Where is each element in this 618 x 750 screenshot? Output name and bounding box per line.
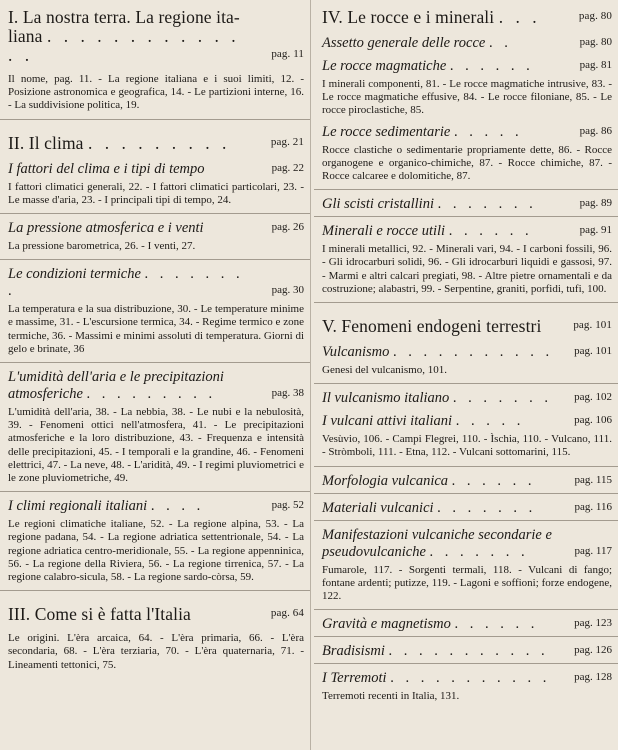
page-number: pag. 64 — [270, 607, 304, 620]
section-heading-s-umidita — [8, 369, 304, 403]
page-number: pag. 106 — [574, 414, 612, 427]
section-separator — [0, 259, 310, 260]
page-number: pag. 80 — [579, 36, 612, 48]
leader-dots: . . . . . . . . . . . . . . — [8, 26, 240, 65]
section-separator — [0, 119, 310, 120]
heading-text: Il vulcanismo italiano — [322, 390, 450, 407]
page-number: pag. 117 — [574, 544, 612, 557]
leader-dots: . . . . . — [455, 413, 525, 430]
section-summary: La pressione barometrica, 26. - I venti, 27. — [8, 240, 196, 253]
section-separator — [314, 663, 618, 664]
chapter-heading-ch1 — [8, 8, 304, 65]
page-number: pag. 115 — [574, 473, 612, 486]
heading-text: atmosferiche — [8, 386, 83, 403]
section-heading-s-fattori — [8, 161, 304, 178]
heading-text: IV. Le rocce e i minerali — [322, 7, 495, 27]
heading-text: L'umidità dell'aria e le precipitazioni — [8, 369, 224, 386]
section-summary: I minerali metallici, 92. - Minerali vari, 94. - I carboni fossili, 96. - Gli idrocarburi solidi, 96. - Gli idrocarburi liquidi e gassosi, 97. - Marmi e altri calcari pregiati, 98. - Altre pietre ornamentali e da costruzione; alabastri, 99. - Serpentine, graniti, porfidi, tufi, 100. — [322, 243, 612, 295]
heading-text: Le rocce sedimentarie — [322, 123, 451, 140]
page-number: pag. 128 — [574, 671, 612, 684]
leader-dots: . . . . . . . . . . . — [393, 344, 554, 361]
leader-dots: . . . . . . . — [429, 543, 529, 560]
leader-dots: . . . . . — [453, 123, 523, 140]
page-number: pag. 91 — [579, 224, 612, 237]
page-number: pag. 80 — [578, 10, 612, 22]
page-number: pag. 21 — [270, 135, 304, 148]
section-separator — [314, 189, 618, 190]
section-separator — [314, 466, 618, 467]
page-number: pag. 11 — [271, 48, 304, 60]
section-heading-s-morfologia — [322, 473, 612, 490]
leader-dots: . . . . . . — [448, 223, 533, 240]
section-heading-s-pressione — [8, 220, 304, 237]
leader-dots: . . . . — [150, 498, 205, 515]
page-number: pag. 126 — [574, 644, 612, 657]
section-heading-s-vulcanismo — [322, 344, 612, 361]
leader-dots: . . . . . . — [454, 616, 539, 633]
heading-text: Minerali e rocce utili — [322, 223, 446, 240]
section-heading-s-vulc-ital — [322, 390, 612, 407]
leader-dots: . . . . . . . . . . . — [390, 670, 551, 687]
section-separator — [314, 493, 618, 494]
page-number: pag. 116 — [574, 500, 612, 513]
section-heading-s-assetto — [322, 35, 612, 52]
chapter-heading-ch3 — [8, 605, 304, 624]
section-heading-s-climi — [8, 498, 304, 515]
leader-dots: . . . . . . . — [437, 196, 537, 213]
heading-text: Morfologia vulcanica — [322, 472, 449, 489]
page-number: pag. 22 — [271, 161, 304, 174]
heading-text: I vulcani attivi italiani — [322, 413, 453, 430]
section-summary: I minerali componenti, 81. - Le rocce magmatiche intrusive, 83. - Le rocce magmatiche effusive, 84. - Le rocce filoniane, 85. - Le rocce piroclastiche, 85. — [322, 78, 612, 117]
section-summary: Le origini. L'èra arcaica, 64. - L'èra primaria, 66. - L'èra secondaria, 68. - L'èra terziaria, 70. - L'èra quaternaria, 71. - Lineamenti tettonici, 75. — [8, 632, 304, 671]
heading-text: Materiali vulcanici — [322, 499, 434, 516]
page-number: pag. 30 — [271, 284, 304, 297]
chapter-heading-ch2 — [8, 134, 304, 153]
heading-text: III. Come si è fatta l'Italia — [8, 604, 191, 625]
heading-text: I fattori del clima e i tipi di tempo — [8, 160, 205, 177]
section-heading-s-termiche — [8, 266, 304, 300]
section-heading-s-bradisismi — [322, 643, 612, 660]
section-heading-s-magmatiche — [322, 58, 612, 75]
section-summary: I fattori climatici generali, 22. - I fattori climatici particolari, 23. - Le masse d'aria, 23. - I principali tipi di tempo, 24. — [8, 180, 304, 206]
leader-dots: . . . . . . — [449, 58, 534, 74]
section-summary: Terremoti recenti in Italia, 131. — [322, 690, 460, 703]
section-separator — [0, 590, 310, 591]
section-heading-s-materiali — [322, 500, 612, 517]
page-number: pag. 123 — [574, 617, 612, 630]
section-heading-s-scisti — [322, 196, 612, 213]
section-heading-s-terremoti — [322, 670, 612, 687]
heading-text: La pressione atmosferica e i venti — [8, 220, 204, 237]
section-summary: L'umidità dell'aria, 38. - La nebbia, 38. - Le nubi e la nebulosità, 39. - Fenomeni ottici nell'atmosfera, 41. - Le precipitazioni atmosferiche e la loro distribuzione, 43. - Frequenza e intensità delle precipitazioni, 45. - I temporali e la grandine, 46. - Fenomeni elettrici, 47. - La neve, 48. - L'aridità, 49. - I regimi pluviometrici e le zone pluviometriche, 49. — [8, 406, 304, 485]
heading-text: liana — [8, 26, 43, 46]
leader-dots: . . . . . . — [451, 472, 536, 489]
section-summary: Le regioni climatiche italiane, 52. - La regione alpina, 53. - La regione padana, 54. - La regione adriatica settentrionale, 54. - La regione adriatica centro-meridionale, 55. - La regione appenninica, 56. - La regione della Riviera, 56. - La regione tirrenica, 57. - La regione calabro-sicula, 58. - La regione sardo-còrsa, 59. — [8, 518, 304, 584]
section-heading-s-sedimentarie — [322, 124, 612, 141]
page-number: pag. 101 — [574, 345, 612, 358]
heading-text: Assetto generale delle rocce — [322, 35, 486, 51]
section-separator — [0, 362, 310, 363]
section-heading-s-gravita — [322, 616, 612, 633]
section-separator — [314, 216, 618, 217]
heading-text: pseudovulcaniche — [322, 543, 426, 560]
leader-dots: . . . . . . . . — [8, 266, 244, 300]
heading-text: Manifestazioni vulcaniche secondarie e — [322, 526, 552, 543]
section-separator — [0, 491, 310, 492]
heading-text: Bradisismi — [322, 643, 385, 660]
section-summary: Genesi del vulcanismo, 101. — [322, 364, 447, 377]
section-separator — [314, 520, 618, 521]
leader-dots: . . . . . . . — [452, 390, 553, 407]
toc-right-column — [314, 0, 618, 750]
page-number: pag. 81 — [579, 59, 612, 71]
leader-dots: . . — [488, 35, 512, 51]
section-separator — [314, 302, 618, 303]
section-heading-s-manifestazioni — [322, 527, 612, 561]
section-summary: Il nome, pag. 11. - La regione italiana e i suoi limiti, 12. - Posizione astronomica e geografica, 14. - Le partizioni interne, 16. - La suddivisione politica, 19. — [8, 73, 304, 112]
heading-text: I climi regionali italiani — [8, 498, 148, 515]
section-separator — [314, 636, 618, 637]
heading-text: II. Il clima — [8, 132, 84, 153]
heading-text: Vulcanismo — [322, 344, 390, 361]
leader-dots: . . . . . . . . . — [88, 132, 231, 153]
section-separator — [314, 383, 618, 384]
section-summary: Rocce clastiche o sedimentarie propriamente dette, 86. - Rocce organogene e organico-chimiche, 87. - Rocce chimiche, 87. - Rocce calcaree e dolomitiche, 87. — [322, 143, 612, 183]
page-number: pag. 38 — [271, 387, 304, 400]
leader-dots: . . . . . . . . . — [86, 386, 217, 403]
heading-text: Le rocce magmatiche — [322, 58, 447, 74]
section-heading-s-vulcani-attivi — [322, 413, 612, 430]
heading-text: V. Fenomeni endogeni terrestri — [322, 316, 542, 337]
page-number: pag. 89 — [579, 197, 612, 210]
page-number: pag. 26 — [271, 221, 304, 234]
leader-dots: . . . . . . . . . . . — [388, 643, 549, 660]
heading-text: I. La nostra terra. La regione ita- — [8, 7, 240, 27]
leader-dots: . . . — [498, 7, 541, 27]
page-number: pag. 101 — [573, 319, 612, 332]
page-number: pag. 86 — [579, 124, 612, 137]
section-separator — [314, 609, 618, 610]
heading-text: Le condizioni termiche — [8, 266, 141, 283]
column-divider — [310, 0, 311, 750]
chapter-heading-ch4 — [322, 8, 612, 27]
leader-dots: . . . . . . . — [437, 499, 537, 516]
heading-text: I Terremoti — [322, 670, 387, 687]
page-number: pag. 102 — [574, 391, 612, 404]
heading-text: Gravità e magnetismo — [322, 616, 451, 633]
heading-text: Gli scisti cristallini — [322, 196, 434, 213]
page-number: pag. 52 — [271, 499, 304, 512]
chapter-heading-ch5 — [322, 317, 612, 336]
section-summary: La temperatura e la sua distribuzione, 30. - Le temperature minime e massime, 31. - L'escursione termica, 34. - Regime termico e zone termiche, 36. - Massimi e minimi assoluti di temperatura. Giorni di gelo e brinate, 36 — [8, 303, 304, 355]
section-summary: Vesùvio, 106. - Campi Flegrei, 110. - Ìschia, 110. - Vulcano, 111. - Stròmboli, 111. - Etna, 112. - Vulcani sottomarini, 115. — [322, 433, 612, 459]
section-separator — [0, 213, 310, 214]
section-summary: Fumarole, 117. - Sorgenti termali, 118. - Vulcani di fango; fontane ardenti; putizze, 119. - Lagoni e soffioni; forze endogene, 122. — [322, 563, 612, 603]
section-heading-s-minerali — [322, 223, 612, 240]
